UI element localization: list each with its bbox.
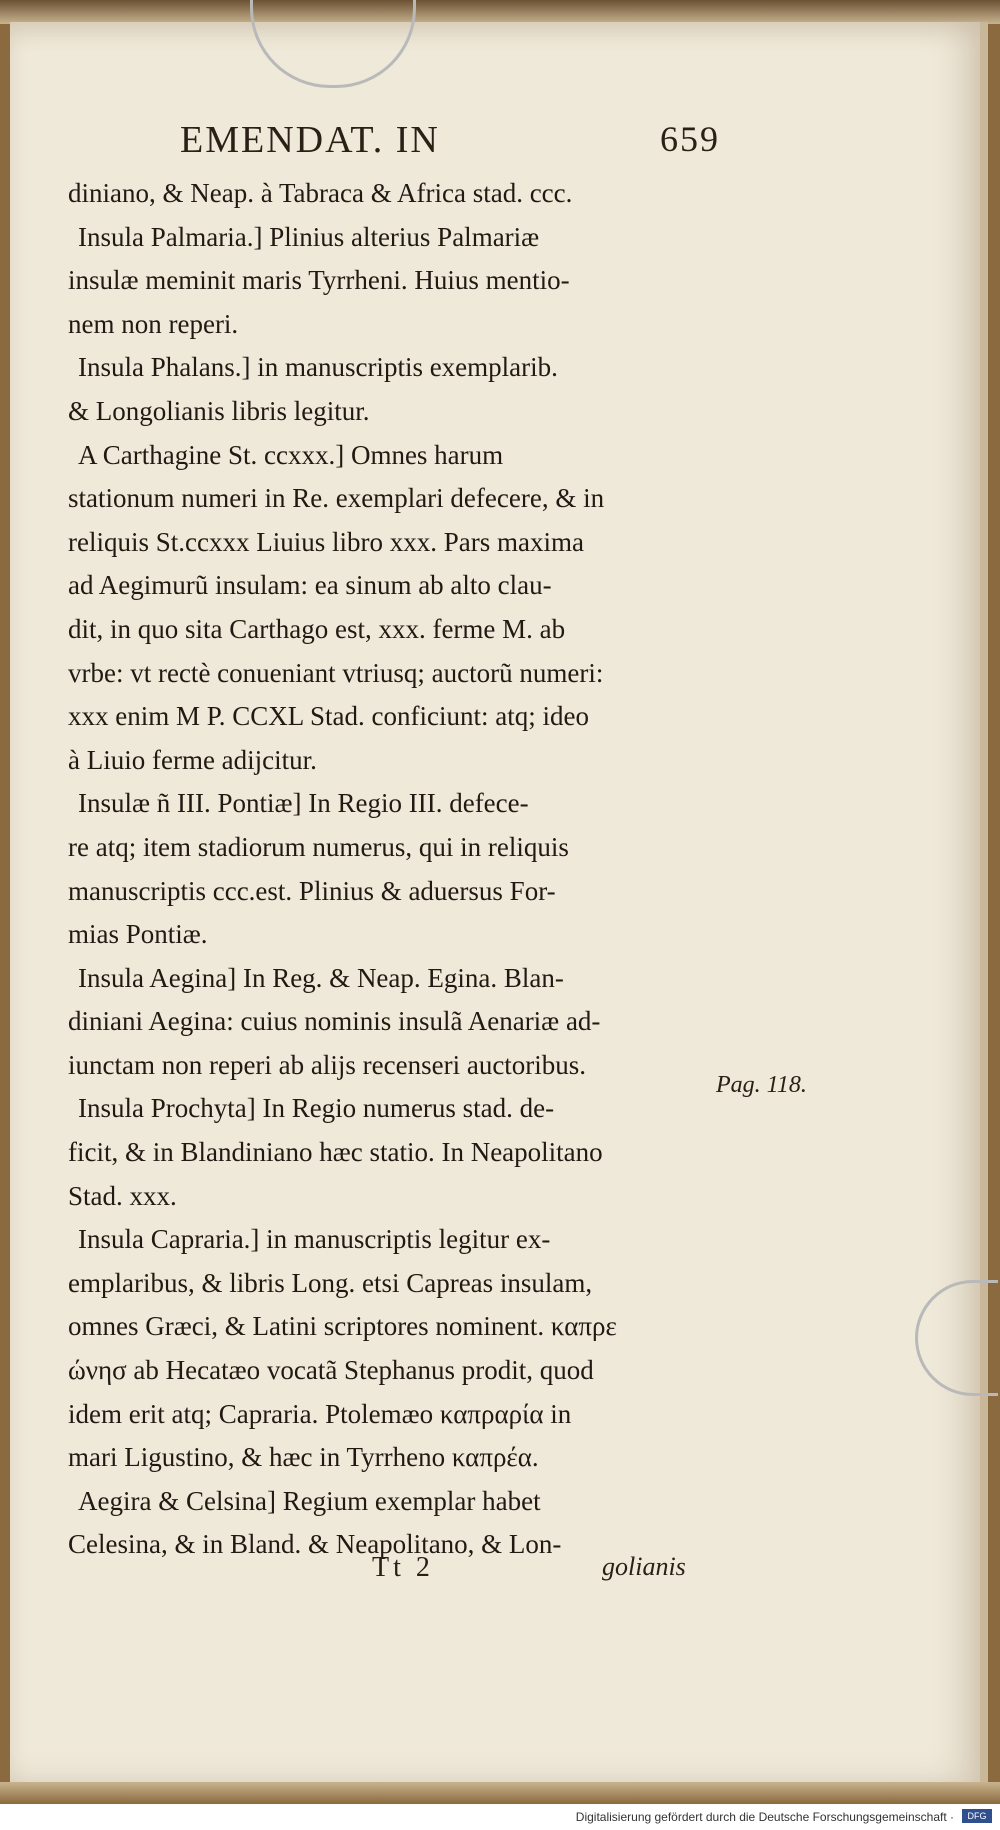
text-line: diniano, & Neap. à Tabraca & Africa stad. ccc. bbox=[68, 178, 573, 208]
text-line: emplaribus, & libris Long. etsi Capreas insulam, bbox=[68, 1267, 593, 1298]
text-line: diniani Aegina: cuius nominis insulã Aenariæ ad- bbox=[68, 1006, 601, 1037]
text-line: à Liuio ferme adijcitur. bbox=[68, 744, 317, 775]
text-line: ώνησ ab Hecatæo vocatã Stephanus prodit, quod bbox=[68, 1355, 594, 1386]
text-line: Insula Palmaria.] Plinius alterius Palmariæ bbox=[78, 221, 540, 252]
text-line: ficit, & in Blandiniano hæc statio. In Neapolitano bbox=[68, 1137, 603, 1168]
text-line: reliquis St.ccxxx Liuius libro xxx. Pars maxima bbox=[68, 526, 584, 557]
dfg-logo: DFG bbox=[962, 1809, 992, 1823]
text-line: idem erit atq; Capraria. Ptolemæo καπραρία in bbox=[68, 1398, 572, 1429]
text-line: xxx enim M P. CCXL Stad. conficiunt: atq; ideo bbox=[68, 701, 589, 732]
footer-credit: Digitalisierung gefördert durch die Deutsche Forschungsgemeinschaft · bbox=[575, 1810, 954, 1824]
catchword: golianis bbox=[602, 1552, 686, 1581]
text-line: dit, in quo sita Carthago est, xxx. ferme M. ab bbox=[68, 613, 566, 644]
margin-note: Pag. 118. bbox=[716, 1072, 807, 1098]
text-line: Celesina, & in Bland. & Neapolitano, & Lon- bbox=[68, 1529, 562, 1560]
text-line: nem non reperi. bbox=[68, 308, 239, 339]
book-top-edge bbox=[0, 0, 1000, 24]
text-line: manuscriptis ccc.est. Plinius & aduersus For- bbox=[68, 875, 556, 906]
text-line: Aegira & Celsina] Regium exemplar habet bbox=[78, 1485, 541, 1516]
signature-mark: Tt 2 bbox=[372, 1552, 434, 1583]
body-text bbox=[68, 172, 708, 1567]
running-head bbox=[180, 118, 720, 168]
book-bottom-edge bbox=[0, 1782, 1000, 1804]
text-line: Insulæ ñ III. Pontiæ] In Regio III. defece- bbox=[78, 788, 529, 819]
text-line: re atq; item stadiorum numerus, qui in reliquis bbox=[68, 831, 569, 862]
page-number: 659 bbox=[660, 119, 720, 159]
text-line: Insula Prochyta] In Regio numerus stad. de- bbox=[78, 1093, 555, 1124]
text-line: Stad. xxx. bbox=[68, 1180, 177, 1211]
text-line: mari Ligustino, & hæc in Tyrrheno καπρέα. bbox=[68, 1442, 539, 1473]
text-line: ad Aegimurũ insulam: ea sinum ab alto clau- bbox=[68, 570, 552, 601]
text-line: Insula Phalans.] in manuscriptis exemplarib. bbox=[78, 352, 558, 383]
text-line: Insula Capraria.] in manuscriptis legitur ex- bbox=[78, 1224, 551, 1255]
text-line: omnes Græci, & Latini scriptores nominent. καπρε bbox=[68, 1311, 617, 1342]
digitization-footer bbox=[0, 1804, 1000, 1830]
text-line: A Carthagine St. ccxxx.] Omnes harum bbox=[78, 439, 504, 470]
text-line: vrbe: vt rectè conueniant vtriusq; auctorũ numeri: bbox=[68, 657, 604, 688]
text-line: stationum numeri in Re. exemplari defecere, & in bbox=[68, 483, 605, 514]
text-line: iunctam non reperi ab alijs recenseri auctoribus. bbox=[68, 1049, 587, 1080]
text-line: Insula Aegina] In Reg. & Neap. Egina. Blan- bbox=[78, 962, 564, 993]
running-head-title: EMENDAT. IN bbox=[180, 119, 440, 161]
text-line: mias Pontiæ. bbox=[68, 919, 208, 950]
text-line: & Longolianis libris legitur. bbox=[68, 395, 370, 426]
text-line: insulæ meminit maris Tyrrheni. Huius mentio- bbox=[68, 265, 570, 296]
